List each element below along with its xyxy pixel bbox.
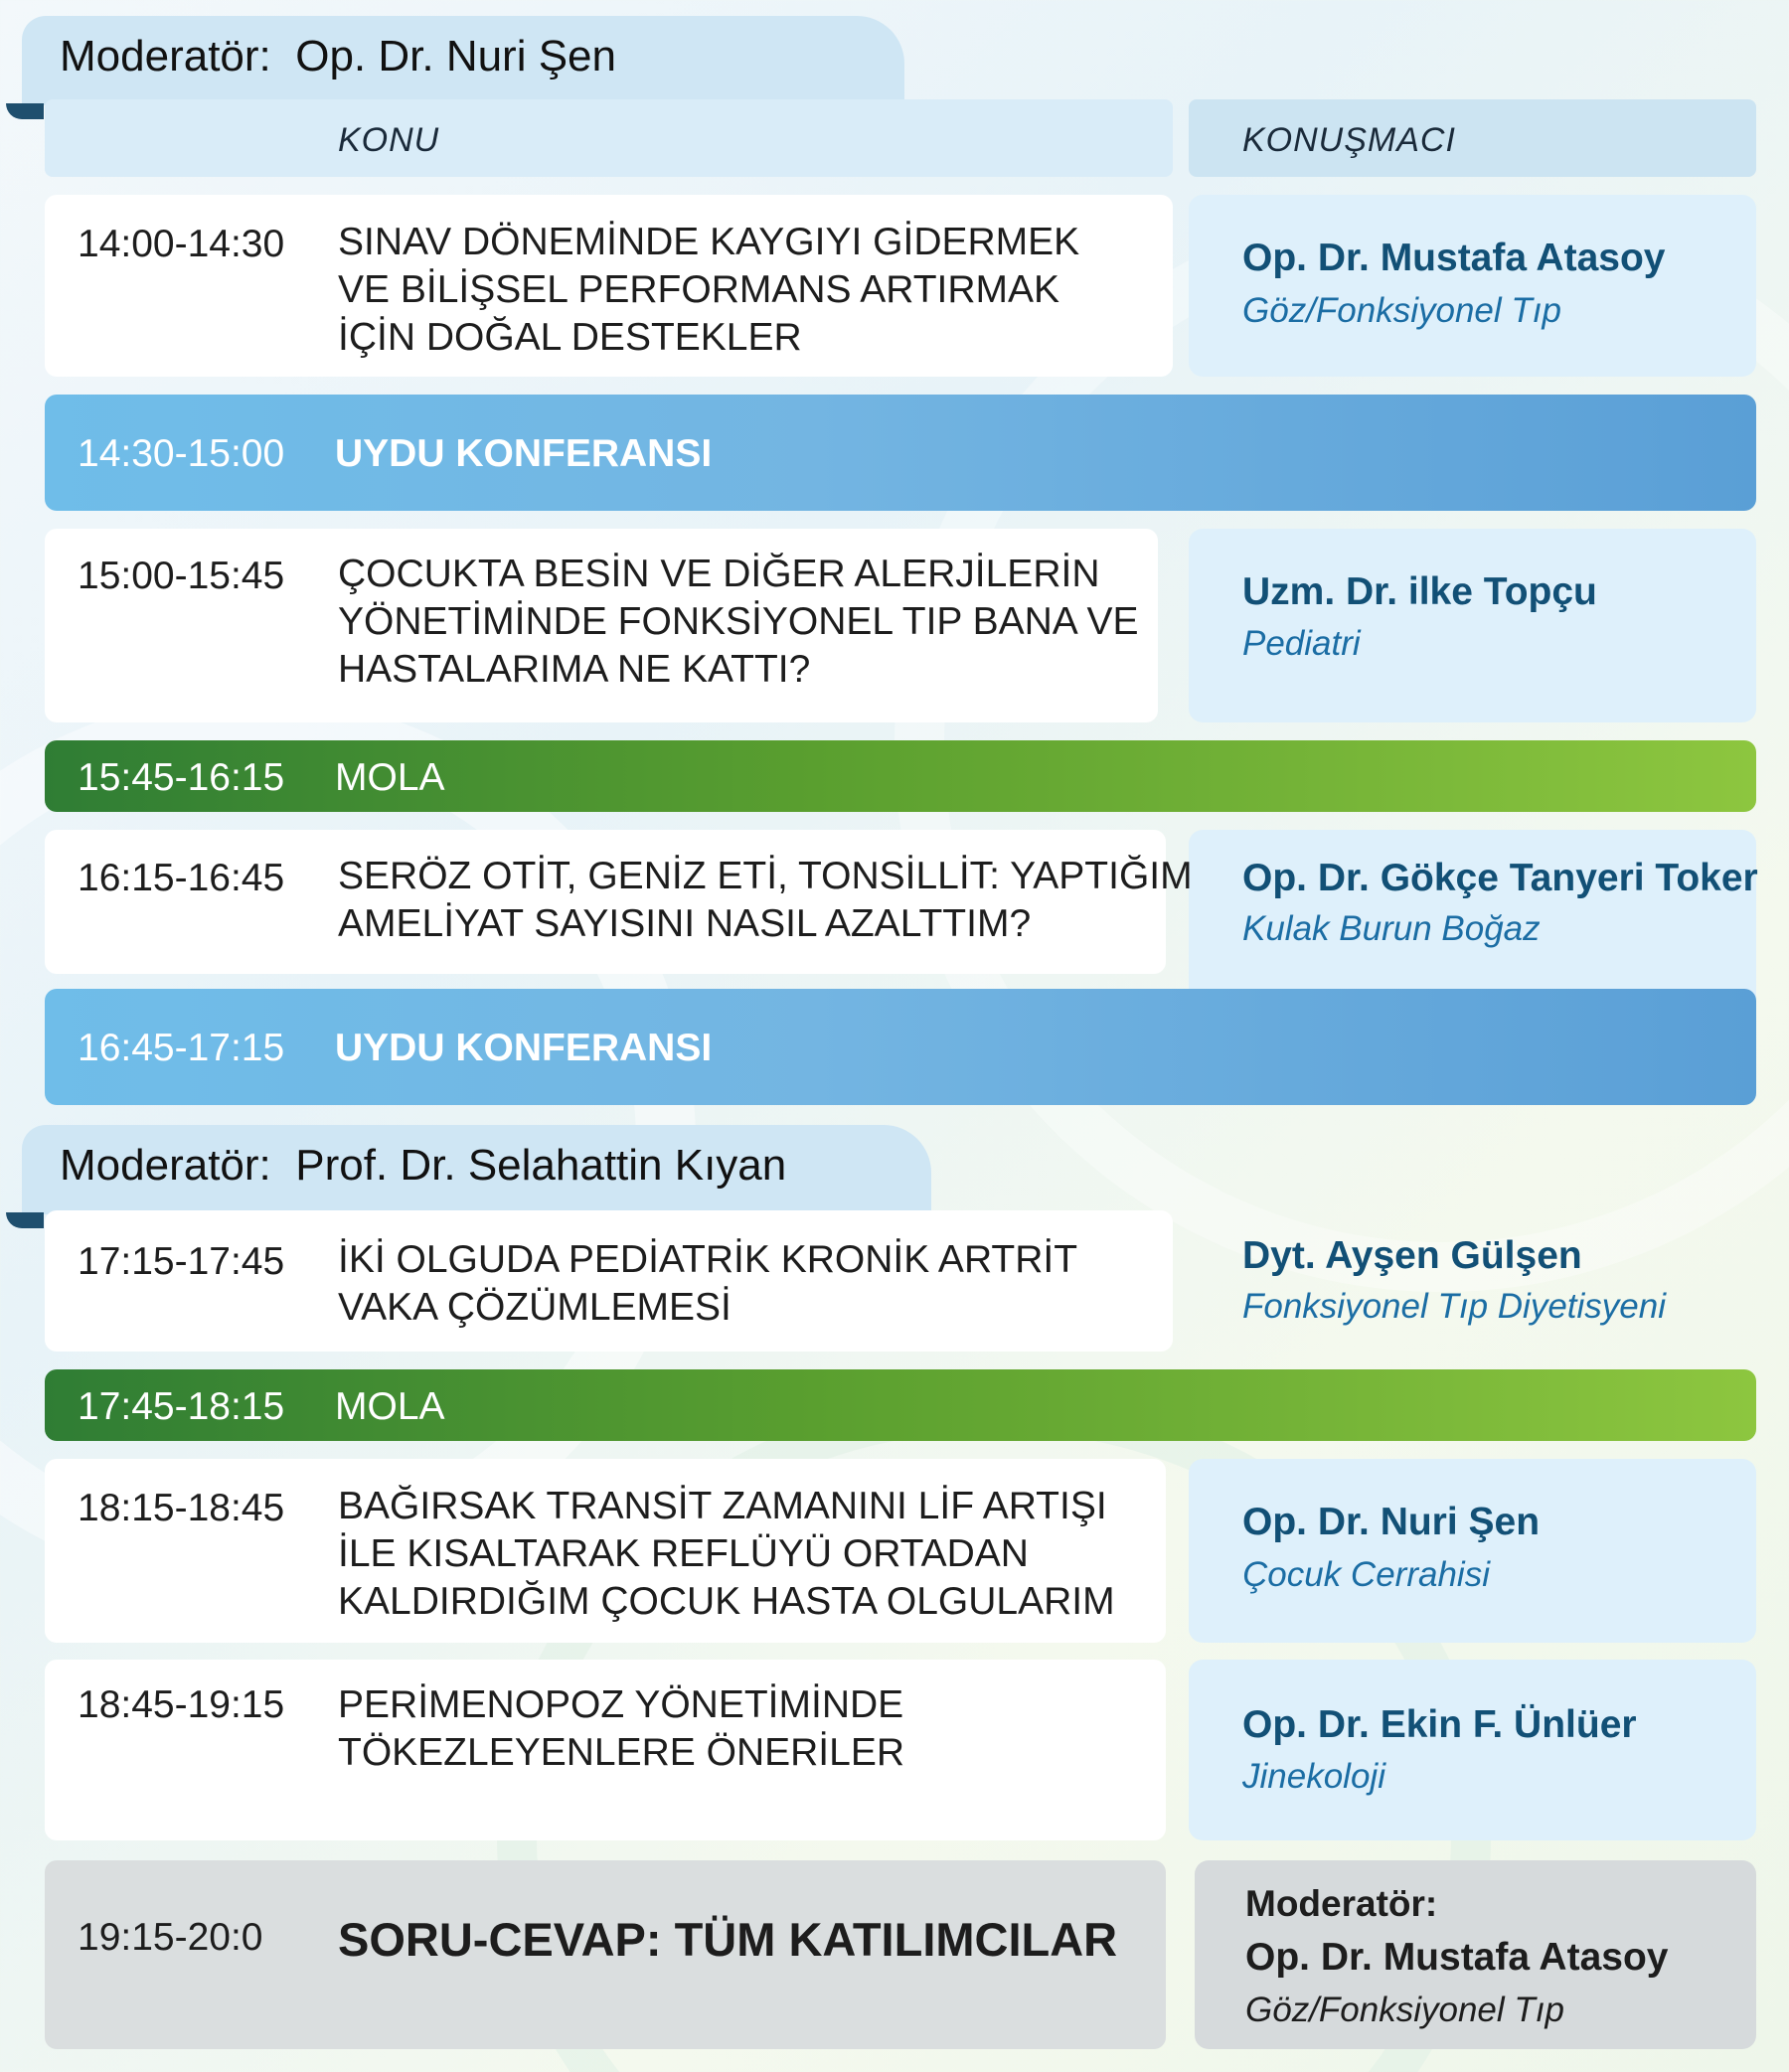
session-time: 18:45-19:15 [78, 1683, 285, 1726]
break-band [45, 740, 1756, 812]
moderator-name: Prof. Dr. Selahattin Kıyan [295, 1141, 787, 1190]
moderator-prefix: Moderatör: [60, 32, 271, 80]
moderator-label [60, 32, 616, 81]
session-topic: ÇOCUKTA BESİN VE DİĞER ALERJİLERİN YÖNETİMİNDE FONKSİYONEL TIP BANA VE HASTALARIMA NE KATTI? [338, 553, 1139, 691]
band-title: UYDU KONFERANSI [335, 1027, 713, 1069]
session-time: 17:15-17:45 [78, 1240, 285, 1283]
speaker-header [1189, 99, 1756, 177]
qa-title: SORU-CEVAP: TÜM KATILIMCILAR [338, 1913, 1118, 1966]
break-band [45, 395, 1756, 511]
speaker-name: Dyt. Ayşen Gülşen [1242, 1234, 1582, 1277]
speaker-card [1189, 1459, 1756, 1643]
band-title: MOLA [335, 756, 445, 799]
moderator-name: Op. Dr. Nuri Şen [295, 32, 616, 80]
qa-moderator-role: Göz/Fonksiyonel Tıp [1245, 1991, 1564, 2029]
band-title: MOLA [335, 1385, 445, 1428]
speaker-name: Op. Dr. Gökçe Tanyeri Toker [1242, 857, 1758, 899]
speaker-role: Fonksiyonel Tıp Diyetisyeni [1242, 1287, 1666, 1326]
tab-fold [6, 1212, 44, 1228]
speaker-name: Uzm. Dr. ilke Topçu [1242, 570, 1597, 613]
moderator-label [60, 1141, 786, 1191]
speaker-role: Jinekoloji [1242, 1757, 1385, 1796]
band-time: 16:45-17:15 [78, 1027, 285, 1069]
session-topic: İKİ OLGUDA PEDİATRİK KRONİK ARTRİT VAKA ÇÖZÜMLEMESİ [338, 1238, 1078, 1329]
band-time: 15:45-16:15 [78, 756, 285, 799]
speaker-card [1189, 195, 1756, 377]
speaker-name: Op. Dr. Mustafa Atasoy [1242, 237, 1666, 279]
speaker-name: Op. Dr. Ekin F. Ünlüer [1242, 1703, 1637, 1746]
moderator-prefix: Moderatör: [60, 1141, 271, 1190]
speaker-role: Kulak Burun Boğaz [1242, 909, 1541, 948]
moderator-tab [22, 1125, 931, 1214]
session-time: 15:00-15:45 [78, 555, 285, 597]
qa-moderator-name: Op. Dr. Mustafa Atasoy [1245, 1936, 1669, 1979]
speaker-role: Çocuk Cerrahisi [1242, 1555, 1490, 1594]
topic-header [45, 99, 1173, 177]
session-topic: BAĞIRSAK TRANSİT ZAMANINI LİF ARTIŞI İLE KISALTARAK REFLÜYÜ ORTADAN KALDIRDIĞIM ÇOCUK HASTA OLGULARIM [338, 1485, 1115, 1623]
break-band [45, 989, 1756, 1105]
speaker-name: Op. Dr. Nuri Şen [1242, 1501, 1541, 1543]
tab-fold [6, 103, 44, 119]
qa-time: 19:15-20:0 [78, 1916, 263, 1959]
session-time: 18:15-18:45 [78, 1487, 285, 1529]
topic-header-label: KONU [338, 121, 440, 159]
band-time: 14:30-15:00 [78, 432, 285, 475]
qa-moderator-label: Moderatör: [1245, 1883, 1438, 1924]
speaker-role: Pediatri [1242, 624, 1361, 663]
session-topic: SINAV DÖNEMİNDE KAYGIYI GİDERMEK VE BİLİŞSEL PERFORMANS ARTIRMAK İÇİN DOĞAL DESTEKLER [338, 221, 1080, 359]
session-time: 16:15-16:45 [78, 857, 285, 899]
speaker-header-label: KONUŞMACI [1242, 121, 1456, 159]
band-time: 17:45-18:15 [78, 1385, 285, 1428]
break-band [45, 1369, 1756, 1441]
band-title: UYDU KONFERANSI [335, 432, 713, 475]
speaker-role: Göz/Fonksiyonel Tıp [1242, 291, 1561, 330]
session-time: 14:00-14:30 [78, 223, 285, 265]
moderator-tab [22, 16, 904, 105]
session-topic: PERİMENOPOZ YÖNETİMİNDE TÖKEZLEYENLERE ÖNERİLER [338, 1683, 904, 1774]
speaker-card [1189, 1660, 1756, 1840]
session-topic: SERÖZ OTİT, GENİZ ETİ, TONSİLLİT: YAPTIĞIM AMELİYAT SAYISINI NASIL AZALTTIM? [338, 855, 1193, 945]
